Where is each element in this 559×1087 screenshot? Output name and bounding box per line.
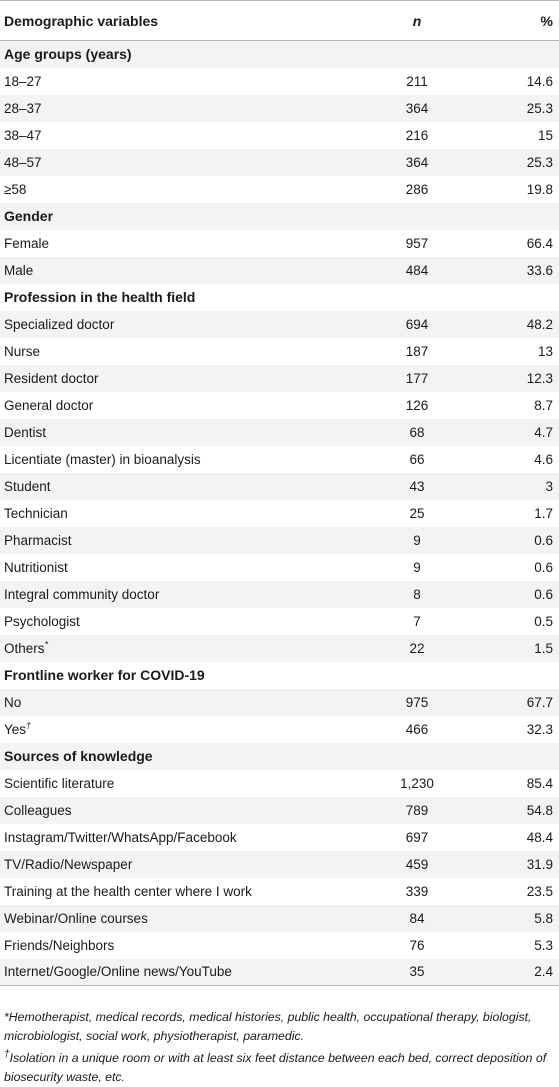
row-percent: 1.5 — [534, 640, 553, 656]
row-percent: 0.6 — [534, 586, 553, 602]
table-row — [0, 500, 559, 527]
section-title: Gender — [4, 208, 54, 224]
row-label: 48–57 — [4, 154, 42, 170]
row-count: 339 — [405, 883, 429, 899]
row-count: 1,230 — [400, 775, 434, 791]
row-percent: 67.7 — [526, 694, 553, 710]
table-header — [0, 1, 559, 41]
table-row — [0, 932, 559, 959]
row-percent: 12.3 — [526, 370, 553, 386]
row-percent: 33.6 — [526, 262, 553, 278]
row-label: Others — [4, 640, 45, 656]
table-row — [0, 338, 559, 365]
row-label-cell — [0, 716, 330, 743]
row-percent: 19.8 — [526, 181, 553, 197]
row-label-cell — [0, 905, 330, 932]
row-percent: 2.4 — [466, 959, 559, 986]
row-percent: 31.9 — [526, 856, 553, 872]
row-percent: 0.6 — [534, 559, 553, 575]
row-count: 211 — [406, 73, 428, 89]
table-row — [0, 95, 559, 122]
row-count: 364 — [405, 100, 429, 116]
row-count: 25 — [409, 505, 425, 521]
section-title: Profession in the health field — [4, 289, 196, 305]
row-count: 177 — [405, 370, 429, 386]
row-label-cell — [0, 770, 330, 797]
row-percent: 54.8 — [526, 802, 553, 818]
section-title: Age groups (years) — [4, 46, 132, 63]
row-label: Nutritionist — [4, 559, 68, 575]
section-header-row — [0, 203, 559, 230]
row-label-cell — [0, 581, 330, 608]
table-row — [0, 554, 559, 581]
row-label-cell — [0, 689, 330, 716]
row-label-cell — [0, 878, 330, 905]
section-header-row — [0, 743, 559, 770]
row-label: Licentiate (master) in bioanalysis — [4, 451, 201, 467]
row-percent: 4.7 — [534, 424, 553, 440]
header-percent: % — [466, 1, 559, 41]
table-row — [0, 851, 559, 878]
section-header-row — [0, 662, 559, 689]
table-row — [0, 608, 559, 635]
header-n: n — [330, 1, 466, 41]
footnote-dagger-text: Isolation in a unique room or with at least six feet distance between each bed, correct deposition of biosecurity waste, etc. — [4, 1051, 547, 1084]
row-count: 466 — [405, 721, 429, 737]
row-label: Webinar/Online courses — [4, 910, 148, 926]
row-label-cell — [0, 554, 330, 581]
row-percent: 3 — [545, 478, 553, 494]
row-label-cell — [0, 797, 330, 824]
section-title: Sources of knowledge — [4, 748, 153, 764]
table-row — [0, 959, 559, 986]
row-label-cell — [0, 608, 330, 635]
table-row — [0, 230, 559, 257]
row-count: 8 — [413, 586, 421, 602]
table-row — [0, 689, 559, 716]
row-label: No — [4, 694, 22, 710]
row-count: 22 — [409, 640, 425, 656]
row-percent: 15 — [537, 127, 553, 143]
row-label: Scientific literature — [4, 775, 115, 791]
row-count: 35 — [330, 959, 466, 986]
row-label: Training at the health center where I work — [4, 883, 252, 899]
section-header-row — [0, 284, 559, 311]
row-percent: 48.2 — [526, 316, 553, 332]
row-label: Internet/Google/Online news/YouTube — [4, 964, 232, 980]
row-label: Technician — [4, 505, 68, 521]
row-label: 18–27 — [4, 73, 42, 89]
row-percent: 14.6 — [526, 73, 553, 89]
row-label-cell — [0, 149, 330, 176]
table-row — [0, 824, 559, 851]
row-label-cell — [0, 473, 330, 500]
row-percent: 25.3 — [526, 154, 553, 170]
row-count: 66 — [409, 451, 425, 467]
row-percent: 8.7 — [534, 397, 553, 413]
table-row — [0, 257, 559, 284]
row-label: Integral community doctor — [4, 586, 160, 602]
row-label: Friends/Neighbors — [4, 937, 115, 953]
row-label-cell — [0, 419, 330, 446]
row-label: 28–37 — [4, 100, 42, 116]
table-row — [0, 905, 559, 932]
row-label: Resident doctor — [4, 370, 99, 386]
footnote-dagger-symbol: † — [4, 1048, 10, 1060]
row-label: 38–47 — [4, 127, 42, 143]
row-count: 364 — [405, 154, 429, 170]
table-row — [0, 878, 559, 905]
header-row — [0, 1, 559, 41]
row-label-cell — [0, 338, 330, 365]
row-label: Male — [4, 262, 34, 278]
row-count: 957 — [405, 235, 429, 251]
table-row — [0, 635, 559, 662]
row-label-cell — [0, 527, 330, 554]
row-percent: 25.3 — [526, 100, 553, 116]
row-percent: 5.8 — [534, 910, 553, 926]
row-label-cell — [0, 257, 330, 284]
table-row — [0, 797, 559, 824]
row-count: 9 — [413, 559, 421, 575]
row-percent: 23.5 — [526, 883, 553, 899]
table-row — [0, 716, 559, 743]
row-label-cell — [0, 959, 330, 986]
table-row — [0, 365, 559, 392]
row-label-cell — [0, 95, 330, 122]
row-count: 68 — [409, 424, 425, 440]
row-label: General doctor — [4, 397, 94, 413]
row-count: 286 — [405, 181, 429, 197]
row-label: Psychologist — [4, 613, 80, 629]
table-row — [0, 176, 559, 203]
row-percent: 4.6 — [534, 451, 553, 467]
section-title: Frontline worker for COVID-19 — [4, 667, 205, 683]
table-row — [0, 527, 559, 554]
row-count: 7 — [413, 613, 421, 629]
row-percent: 85.4 — [526, 775, 553, 791]
row-count: 126 — [405, 397, 429, 413]
row-label-cell — [0, 932, 330, 959]
table-row — [0, 446, 559, 473]
row-count: 975 — [405, 694, 429, 710]
row-percent: 32.3 — [526, 721, 553, 737]
row-label-cell — [0, 500, 330, 527]
row-count: 84 — [409, 910, 425, 926]
row-label-cell — [0, 122, 330, 149]
table-row — [0, 392, 559, 419]
row-label-cell — [0, 824, 330, 851]
section-header-row — [0, 41, 559, 68]
row-count: 484 — [405, 262, 429, 278]
footnotes — [0, 986, 559, 1087]
footnote-asterisk-text: Hemotherapist, medical records, medical histories, public health, occupational therapy, biologist, microbiologist, social work, physiotherapist, paramedic. — [4, 1010, 532, 1043]
row-label-cell — [0, 635, 330, 662]
row-count: 76 — [409, 937, 425, 953]
row-count: 9 — [413, 532, 421, 548]
footnote-asterisk — [4, 1008, 555, 1046]
row-label: TV/Radio/Newspaper — [4, 856, 133, 872]
row-label: Female — [4, 235, 50, 251]
row-label: Yes — [4, 721, 27, 737]
row-percent: 5.3 — [534, 937, 553, 953]
table-row — [0, 581, 559, 608]
row-label-cell — [0, 365, 330, 392]
row-percent: 0.5 — [534, 613, 553, 629]
row-count: 459 — [405, 856, 429, 872]
table-row — [0, 473, 559, 500]
row-count: 697 — [405, 829, 429, 845]
row-percent: 13 — [537, 343, 553, 359]
row-count: 43 — [409, 478, 425, 494]
table-row — [0, 68, 559, 95]
row-percent: 66.4 — [526, 235, 553, 251]
table-row — [0, 311, 559, 338]
header-variables: Demographic variables — [0, 1, 330, 41]
row-count: 789 — [405, 802, 429, 818]
row-label: Student — [4, 478, 51, 494]
table-body — [0, 41, 559, 986]
table-row — [0, 419, 559, 446]
row-count: 216 — [405, 127, 429, 143]
row-label-cell — [0, 68, 330, 95]
row-count: 187 — [405, 343, 429, 359]
row-label-cell — [0, 446, 330, 473]
row-label-cell — [0, 851, 330, 878]
row-label: ≥58 — [4, 181, 27, 197]
row-label: Dentist — [4, 424, 47, 440]
table-row — [0, 770, 559, 797]
row-label-cell — [0, 176, 330, 203]
row-label: Instagram/Twitter/WhatsApp/Facebook — [4, 829, 237, 845]
footnote-asterisk-symbol: * — [4, 1010, 9, 1024]
table-row — [0, 122, 559, 149]
row-label: Nurse — [4, 343, 41, 359]
row-count: 694 — [405, 316, 429, 332]
row-percent: 1.7 — [534, 505, 553, 521]
footnote-marker: * — [44, 639, 49, 649]
row-label-cell — [0, 311, 330, 338]
table-row — [0, 149, 559, 176]
footnote-marker: † — [26, 720, 32, 730]
row-percent: 48.4 — [526, 829, 553, 845]
row-label-cell — [0, 392, 330, 419]
row-label: Specialized doctor — [4, 316, 115, 332]
row-percent: 0.6 — [534, 532, 553, 548]
footnote-dagger — [4, 1049, 555, 1087]
row-label: Pharmacist — [4, 532, 72, 548]
row-label-cell — [0, 230, 330, 257]
row-label: Colleagues — [4, 802, 72, 818]
